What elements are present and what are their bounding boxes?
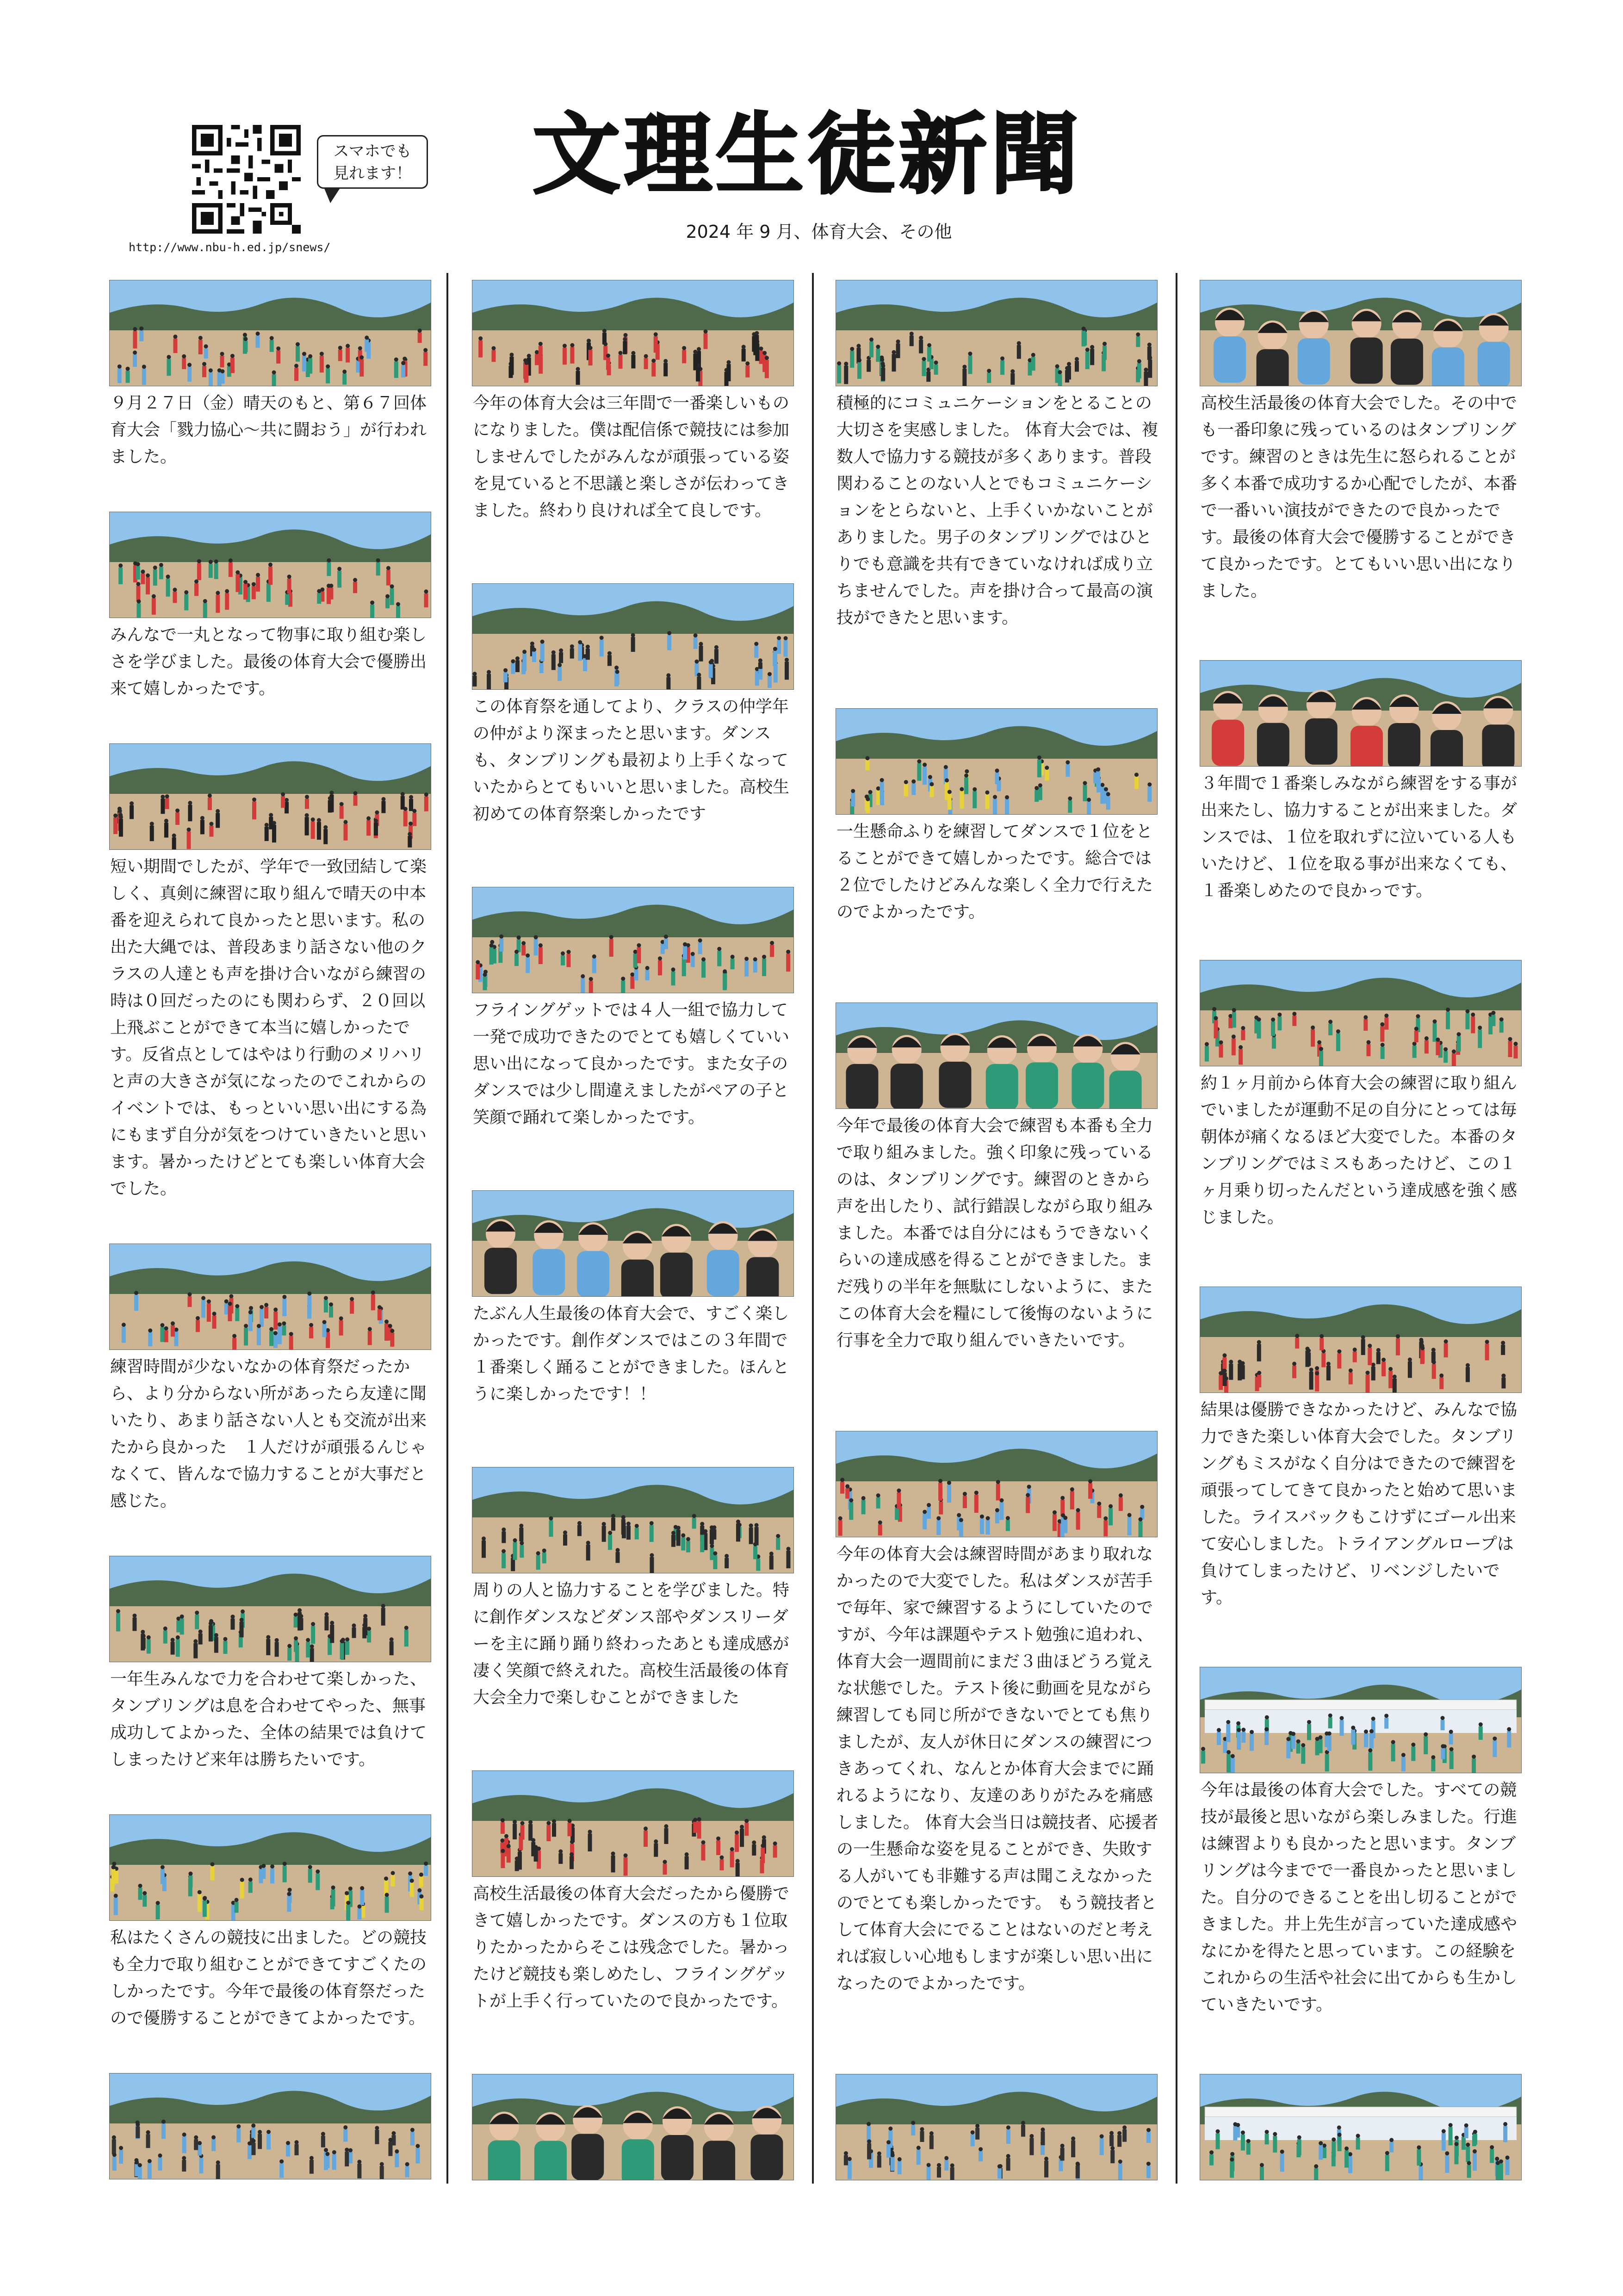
student-comment: 今年で最後の体育大会で練習も本番も全力で取り組みました。強く印象に残っているのは、タンブリングです。練習のときから声を出したり、試行錯誤しながら取り組みました。本番では自分にはもうできないくらいの達成感を得ることができました。まだ残りの半年を無駄にしないように、またこの体育大会を糧にして後悔のないように行事を全力で取り組んでいきたいです。 <box>836 1116 1153 1350</box>
event-photo <box>109 1556 431 1662</box>
event-photo <box>1200 660 1522 767</box>
article-item <box>472 1770 796 2015</box>
column-4 <box>1200 280 1524 2184</box>
event-photo <box>1200 1667 1522 1773</box>
article-item <box>472 1190 796 1408</box>
article-item <box>836 708 1159 926</box>
event-photo <box>109 280 431 386</box>
event-photo <box>1200 280 1522 386</box>
event-photo <box>472 1770 794 1877</box>
student-comment: たぶん人生最後の体育大会で、すごく楽しかったです。創作ダンスではこの３年間で１番楽しく踊ることができました。ほんとうに楽しかったです！！ <box>473 1304 790 1404</box>
student-comment: ９月２７日（金）晴天のもと、第６７回体育大会「戮力協心～共に闘おう」が行われました。 <box>110 394 427 466</box>
article-item <box>1200 2074 1524 2180</box>
column-divider <box>812 273 814 2184</box>
column-divider <box>446 273 448 2184</box>
masthead-title <box>523 99 1092 206</box>
article-item <box>836 280 1159 631</box>
student-comment: 約１ヶ月前から体育大会の練習に取り組んでいましたが運動不足の自分にとっては毎朝体が痛くなるほど大変でした。本番のタンブリングではミスもあったけど、この１ヶ月乗り切ったんだという達成感を強く感じました。 <box>1201 1074 1518 1227</box>
student-comment: 高校生活最後の体育大会でした。その中でも一番印象に残っているのはタンブリングです。練習のときは先生に怒られることが多く本番で成功するか心配でしたが、本番で一番いい演技ができたので良かったです。最後の体育大会で優勝することができて良かったです。とてもいい思い出になりました。 <box>1201 394 1518 600</box>
article-item <box>836 2074 1159 2180</box>
column-3 <box>836 280 1159 2184</box>
column-divider <box>1176 273 1177 2184</box>
event-photo <box>109 1244 431 1350</box>
student-comment: 高校生活最後の体育大会だったから優勝できて嬉しかったです。ダンスの方も１位取りたかったからそこは残念でした。暑かったけど競技も楽しめたし、フライングゲットが上手く行っていたので良かったです。 <box>473 1884 790 2011</box>
bubble-line-1: スマホでも <box>333 142 412 161</box>
event-photo <box>109 2073 431 2179</box>
event-photo <box>472 1467 794 1573</box>
article-item <box>109 280 433 470</box>
article-item <box>1200 280 1524 605</box>
student-comment: 一年生みんなで力を合わせて楽しかった、タンブリングは息を合わせてやった、無事成功してよかった、全体の結果では負けてしまったけど来年は勝ちたいです。 <box>110 1670 427 1769</box>
site-url[interactable]: http://www.nbu-h.ed.jp/snews/ <box>129 241 331 254</box>
smartphone-note-bubble <box>317 135 428 189</box>
student-comment: 練習時間が少ないなかの体育祭だったから、より分からない所があったら友達に聞いたり、あまり話さない人とも交流が出来たから良かった １人だけが頑張るんじゃなくて、皆んなで協力することが大事だと感じた。 <box>110 1357 427 1510</box>
student-comment: みんなで一丸となって物事に取り組む楽しさを学びました。最後の体育大会で優勝出来て嬉しかったです。 <box>110 625 427 698</box>
masthead-text: 文理生徒新聞 <box>532 103 1083 206</box>
event-photo <box>1200 1287 1522 1393</box>
event-photo <box>836 2074 1158 2180</box>
event-photo <box>109 512 431 618</box>
student-comment: ３年間で１番楽しみながら練習をする事が出来たし、協力することが出来ました。ダンスでは、１位を取れずに泣いている人もいたけど、１位を取る事が出来なくても、１番楽しめたので良かっです。 <box>1201 774 1518 900</box>
bubble-line-2: 見れます！ <box>333 164 412 183</box>
article-item <box>1200 660 1524 904</box>
article-item <box>472 2074 796 2180</box>
student-comment: 一生懸命ふりを練習してダンスで１位をとることができて嬉しかったです。総合では２位でしたけどみんな楽しく全力で行えたのでよかったです。 <box>836 822 1153 922</box>
article-item <box>109 1556 433 1773</box>
column-2 <box>472 280 796 2184</box>
student-comment: 周りの人と協力することを学びました。特に創作ダンスなどダンス部やダンスリーダーを主に踊り踊り終わったあとも達成感が凄く笑顔で終えれた。高校生活最後の体育大会全力で楽しむことができました <box>473 1581 790 1707</box>
event-photo <box>109 1814 431 1921</box>
event-photo <box>472 1190 794 1297</box>
article-item <box>109 512 433 702</box>
article-item <box>472 583 796 828</box>
article-item <box>109 2073 433 2179</box>
header <box>0 0 1623 278</box>
article-item <box>472 887 796 1131</box>
event-photo <box>836 708 1158 815</box>
student-comment: 結果は優勝できなかったけど、みんなで協力できた楽しい体育大会でした。タンブリングもミスがなく自分はできたので練習を頑張ってしてきて良かったと始めて思いました。ライスバックもこけずにゴール出来て安心しました。トライアングルロープは負けてしまったけど、リベンジしたいです。 <box>1201 1400 1518 1607</box>
article-item <box>1200 1287 1524 1611</box>
event-photo <box>472 887 794 993</box>
article-item <box>836 1003 1159 1354</box>
qr-code[interactable] <box>192 125 301 234</box>
column-1 <box>109 280 433 2183</box>
article-item <box>109 1814 433 2032</box>
article-item <box>472 280 796 524</box>
student-comment: この体育祭を通してより、クラスの仲学年の仲がより深まったと思います。ダンスも、タンブリングも最初より上手くなっていたからとてもいいと思いました。高校生初めての体育祭楽しかったです <box>473 697 790 823</box>
student-comment: 短い期間でしたが、学年で一致団結して楽しく、真剣に練習に取り組んで晴天の中本番を迎えられて良かったと思います。私の出た大縄では、普段あまり話さない他のクラスの人達とも声を掛け合いながら練習の時は０回だったのにも関わらず、２０回以上飛ぶことができて本当に嬉しかったです。反省点としてはやはり行動のメリハリと声の大きさが気になったのでこれからのイベントでは、もっといい思い出にする為にもまず自分が気をつけていきたいと思います。暑かったけどとても楽しい体育大会でした。 <box>110 857 427 1198</box>
event-photo <box>836 1431 1158 1537</box>
student-comment: 今年の体育大会は三年間で一番楽しいものになりました。僕は配信係で競技には参加しませんでしたがみんなが頑張っている姿を見ていると不思議と楽しさが伝わってきました。終わり良ければ全て良しです。 <box>473 394 790 520</box>
event-photo <box>836 280 1158 386</box>
article-item <box>836 1431 1159 1997</box>
article-item <box>472 1467 796 1711</box>
event-photo <box>1200 960 1522 1066</box>
student-comment: 今年は最後の体育大会でした。すべての競技が最後と思いながら楽しみました。行進は練習よりも良かったと思います。タンブリングは今までで一番良かったと思いました。自分のできることを出し切ることができました。井上先生が言っていた達成感やなにかを得たと思っています。この経験をこれからの生活や社会に出てからも生かしていきたいです。 <box>1201 1781 1518 2014</box>
article-item <box>109 1244 433 1515</box>
event-photo <box>472 280 794 386</box>
student-comment: 今年の体育大会は練習時間があまり取れなかったので大変でした。私はダンスが苦手で毎年、家で練習するようにしていたのですが、今年は課題やテスト勉強に追われ、体育大会一週間前にまだ３曲ほどうろ覚えな状態でした。テスト後に動画を見ながら練習しても同じ所ができないでとても焦りましたが、友人が休日にダンスの練習につきあってくれ、なんとか体育大会までに踊れるようになり、友達のありがたみを痛感しました。 体育大会当日は競技者、応援者の一生懸命な姿を見ることができ、失敗する人がいても非難する声は聞こえなかったのでとても楽しかったです。 もう競技者として体育大会にでることはないのだと考えれば寂しい心地もしますが楽しい思い出になったのでよかったです。 <box>836 1545 1158 1993</box>
student-comment: 私はたくさんの競技に出ました。どの競技も全力で取り組むことができてすごくたのしかったです。今年で最後の体育祭だったので優勝することができてよかったです。 <box>110 1928 427 2028</box>
event-photo <box>109 743 431 850</box>
issue-subtitle: 2024 年 9 月、体育大会、その他 <box>686 222 952 242</box>
event-photo <box>1200 2074 1522 2180</box>
article-item <box>1200 1667 1524 2018</box>
event-photo <box>472 583 794 690</box>
article-item <box>1200 960 1524 1231</box>
event-photo <box>472 2074 794 2180</box>
article-item <box>109 743 433 1202</box>
student-comment: フライングゲットでは４人一組で協力して一発で成功できたのでとても嬉しくていい思い出になって良かったです。また女子のダンスでは少し間違えましたがペアの子と笑顔で踊れて楽しかったです。 <box>473 1001 790 1127</box>
student-comment: 積極的にコミュニケーションをとることの大切さを実感しました。 体育大会では、複数人で協力する競技が多くあります。普段関わることのない人とでもコミュニケーションをとらないと、上手くいかないことがありました。男子のタンブリングではひとりでも意識を共有できていなければ成り立ちませんでした。声を掛け合って最高の演技ができたと思います。 <box>836 394 1158 627</box>
event-photo <box>836 1003 1158 1109</box>
